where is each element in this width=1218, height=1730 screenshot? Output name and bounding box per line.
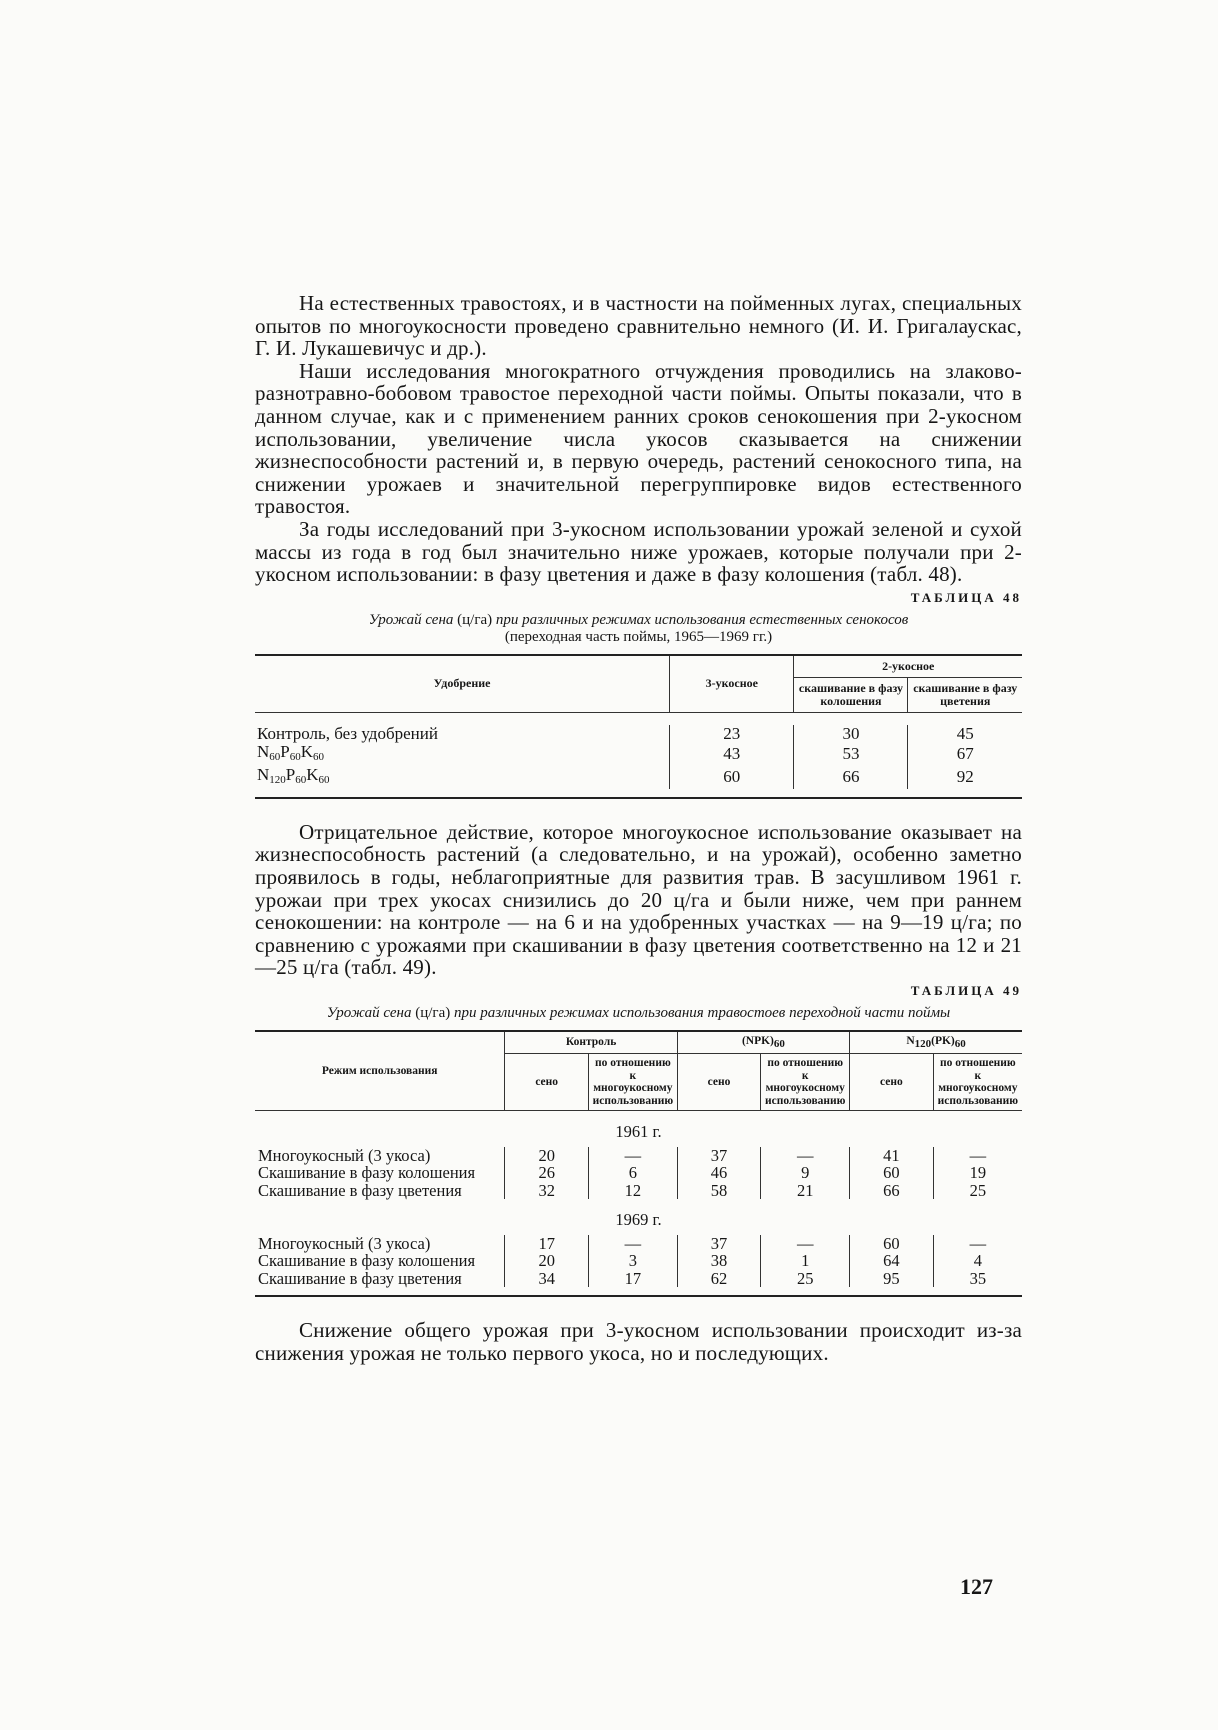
cell-value: 60 — [850, 1164, 934, 1182]
cell-value: — — [933, 1235, 1022, 1253]
table-49-caption-unit: (ц/га) — [415, 1004, 451, 1021]
cell-value: — — [589, 1147, 678, 1165]
cell-value: 34 — [505, 1270, 589, 1288]
year-heading: 1961 г. — [615, 1122, 662, 1142]
cell-value: 60 — [670, 766, 794, 789]
cell-value: 66 — [850, 1182, 934, 1200]
cell-value: 62 — [677, 1270, 761, 1288]
cell-value: 26 — [505, 1164, 589, 1182]
cell-value: 66 — [794, 766, 908, 789]
cell-value: 64 — [850, 1252, 934, 1270]
paragraph-4: Отрицательное действие, которое многоукосное использование оказывает на жизнеспособность растений (а следовательно, и на урожай), особенно заметно проявилось в годы, неблагоприятные для развития трав. В засушливом 1961 г. урожаи при трех укосах снизились до 20 ц/га и были ниже, чем при раннем сенокошении: на контроле — на 6 и на удобренных участках — на 9—19 ц/га; по сравнению с урожаями при скашивании в фазу цветения соответственно на 12 и 21—25 ц/га (табл. 49). — [255, 819, 1022, 980]
table-49 — [255, 1030, 1022, 1298]
table-49-caption — [255, 1005, 1022, 1022]
cell-value: 12 — [589, 1182, 678, 1200]
cell-value: 9 — [761, 1164, 850, 1182]
cell-value: 3 — [589, 1252, 678, 1270]
table-48-caption-part2: при различных режимах использования естественных сенокосов — [495, 611, 909, 628]
table-row — [255, 743, 1022, 766]
table-48-label: ТАБЛИЦА 48 — [910, 589, 1022, 605]
header-npk: (NPK)60 — [677, 1031, 849, 1054]
header-hay: сено — [850, 1054, 934, 1111]
row-label: $N_{120}P_{60}K_{60}$ — [257, 764, 330, 786]
cell-value: 20 — [505, 1147, 589, 1165]
table-48-caption — [255, 612, 1022, 646]
header-relative: по отношению к многоукосному использованию — [933, 1054, 1022, 1111]
header-two-cut: 2-укосное — [794, 655, 1022, 678]
table-row — [255, 766, 1022, 789]
table-48-caption-line2: (переходная часть поймы, 1965—1969 гг.) — [504, 628, 773, 645]
table-48-caption-part1: Урожай сена — [368, 611, 454, 628]
cell-value: 17 — [505, 1235, 589, 1253]
row-label: Многоукосный (3 укоса) — [258, 1145, 431, 1165]
table-row — [255, 1235, 1022, 1253]
cell-value: 67 — [908, 743, 1022, 766]
cell-value: 23 — [670, 725, 794, 743]
table-row — [255, 1252, 1022, 1270]
cell-value: 1 — [761, 1252, 850, 1270]
row-label: $N_{60}P_{60}K_{60}$ — [257, 741, 325, 763]
header-flowering-phase: скашивание в фазу цветения — [908, 677, 1022, 712]
table-row — [255, 1147, 1022, 1165]
cell-value: 53 — [794, 743, 908, 766]
header-hay: сено — [505, 1054, 589, 1111]
page-number: 127 — [960, 1574, 993, 1599]
cell-value: 20 — [505, 1252, 589, 1270]
cell-value: 46 — [677, 1164, 761, 1182]
table-49-caption-part1: Урожай сена — [326, 1004, 412, 1021]
cell-value: 60 — [850, 1235, 934, 1253]
header-fertilizer: Удобрение — [255, 655, 670, 713]
header-control: Контроль — [505, 1031, 677, 1054]
cell-value: 37 — [677, 1235, 761, 1253]
table-48 — [255, 654, 1022, 799]
table-row — [255, 725, 1022, 743]
text-column — [255, 292, 1022, 1365]
table-row — [255, 1164, 1022, 1182]
year-heading: 1969 г. — [615, 1210, 662, 1230]
table-row — [255, 1182, 1022, 1200]
cell-value: 17 — [589, 1270, 678, 1288]
cell-value: 38 — [677, 1252, 761, 1270]
header-relative: по отношению к многоукосному использованию — [589, 1054, 678, 1111]
header-mode: Режим использования — [255, 1031, 505, 1111]
header-relative: по отношению к многоукосному использованию — [761, 1054, 850, 1111]
row-label: Скашивание в фазу цветения — [258, 1180, 462, 1200]
cell-value: 4 — [933, 1252, 1022, 1270]
cell-value: — — [761, 1147, 850, 1165]
row-label: Многоукосный (3 укоса) — [258, 1233, 431, 1253]
table-48-caption-unit: (ц/га) — [457, 611, 493, 628]
paragraph-5: Снижение общего урожая при 3-укосном использовании происходит из-за снижения урожая не только первого укоса, но и последующих. — [255, 1318, 1022, 1365]
cell-value: — — [933, 1147, 1022, 1165]
cell-value: — — [761, 1235, 850, 1253]
cell-value: 19 — [933, 1164, 1022, 1182]
cell-value: 92 — [908, 766, 1022, 789]
cell-value: 41 — [850, 1147, 934, 1165]
paragraph-1: На естественных травостоях, и в частности на пойменных лугах, специальных опытов по многоукосности проведено сравнительно немного (И. И. Григалаускас, Г. И. Лукашевичус и др.). — [255, 291, 1022, 361]
row-label: Скашивание в фазу колошения — [258, 1163, 476, 1183]
cell-value: 58 — [677, 1182, 761, 1200]
cell-value: 25 — [933, 1182, 1022, 1200]
cell-value: 95 — [850, 1270, 934, 1288]
paragraph-2: Наши исследования многократного отчуждения проводились на злаково-разнотравно-бобовом травостое переходной части поймы. Опыты показали, что в данном случае, как и с применением ранних сроков сенокошения при 2-укосном использовании, увеличение числа укосов сказывается на снижении жизнеспособности растений и, в первую очередь, растений сенокосного типа, на снижении урожаев и значительной перегруппировке видов естественного травостоя. — [255, 358, 1022, 519]
cell-value: 25 — [761, 1270, 850, 1288]
cell-value: 6 — [589, 1164, 678, 1182]
cell-value: 35 — [933, 1270, 1022, 1288]
header-three-cut: 3-укосное — [670, 655, 794, 713]
table-49-caption-part2: при различных режимах использования травостоев переходной части поймы — [453, 1004, 951, 1021]
cell-value: — — [589, 1235, 678, 1253]
cell-value: 37 — [677, 1147, 761, 1165]
header-n-pk: N120(PK)60 — [850, 1031, 1022, 1054]
row-label: Скашивание в фазу колошения — [258, 1251, 476, 1271]
cell-value: 32 — [505, 1182, 589, 1200]
cell-value: 45 — [908, 725, 1022, 743]
cell-value: 43 — [670, 743, 794, 766]
header-heading-phase: скашивание в фазу колошения — [794, 677, 908, 712]
table-49-label: ТАБЛИЦА 49 — [910, 982, 1022, 998]
cell-value: 30 — [794, 725, 908, 743]
cell-value: 21 — [761, 1182, 850, 1200]
row-label: Контроль, без удобрений — [257, 723, 438, 743]
row-label: Скашивание в фазу цветения — [258, 1268, 462, 1288]
paragraph-3: За годы исследований при 3-укосном использовании урожай зеленой и сухой массы из года в год был значительно ниже урожаев, которые получали при 2-укосном использовании: в фазу цветения и даже в фазу колошения (табл. 48). — [255, 516, 1022, 587]
header-hay: сено — [677, 1054, 761, 1111]
table-row — [255, 1270, 1022, 1288]
